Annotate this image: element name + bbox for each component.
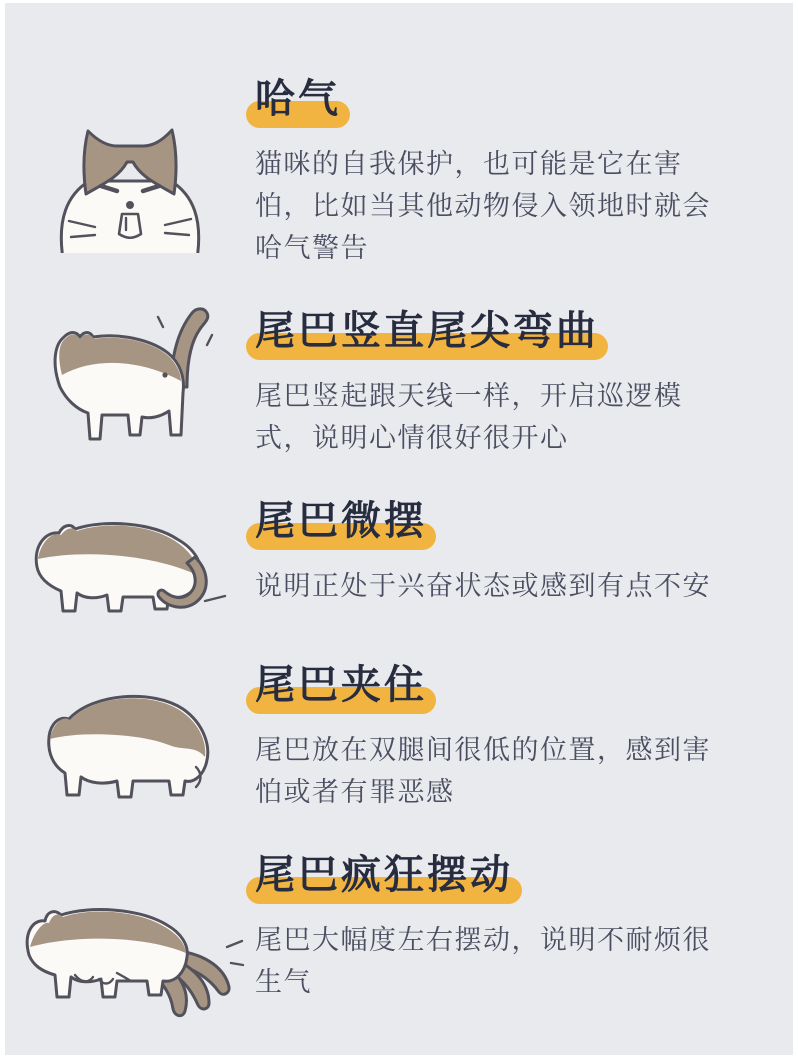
cat-tail-upright-illustration: [5, 307, 255, 459]
highlighted-title-text: 尾巴竖直尾尖弯曲: [255, 309, 599, 353]
cat-tail-wagging-illustration: [5, 851, 255, 1027]
highlighted-title-text: 尾巴疯狂摆动: [255, 853, 513, 897]
cat-tail-upright-icon: [30, 295, 230, 445]
cat-tail-swaying-illustration: [5, 497, 255, 623]
section-tail-wagging: [5, 851, 793, 1027]
cat-tail-tucked-illustration: [5, 661, 255, 813]
highlighted-title-text: 尾巴夹住: [255, 663, 427, 707]
highlighted-title-text: 哈气: [255, 77, 341, 121]
section-title: [255, 851, 737, 899]
section-description: 尾巴大幅度左右摆动，说明不耐烦很生气: [255, 925, 711, 997]
section-title: [255, 75, 737, 123]
section-hissing: [5, 75, 793, 269]
section-title: [255, 661, 737, 709]
cat-hissing-icon: [55, 101, 205, 253]
section-title: [255, 307, 737, 355]
cat-tail-tucked-icon: [35, 675, 225, 807]
section-tail-upright: [5, 307, 793, 459]
cat-tail-swaying-icon: [25, 495, 235, 623]
highlighted-title-text: 尾巴微摆: [255, 499, 427, 543]
section-description: 尾巴放在双腿间很低的位置，感到害怕或者有罪恶感: [255, 735, 711, 807]
section-description: 说明正处于兴奋状态或感到有点不安: [255, 571, 711, 601]
cat-body-language-infographic: [5, 3, 793, 1055]
section-description: 尾巴竖起跟天线一样，开启巡逻模式，说明心情很好很开心: [255, 381, 683, 453]
section-tail-swaying: [5, 497, 793, 623]
section-title: [255, 497, 737, 545]
cat-tail-wagging-icon: [13, 879, 247, 1027]
section-description: 猫咪的自我保护，也可能是它在害怕，比如当其他动物侵入领地时就会哈气警告: [255, 149, 711, 263]
cat-hissing-illustration: [5, 75, 255, 269]
section-tail-tucked: [5, 661, 793, 813]
